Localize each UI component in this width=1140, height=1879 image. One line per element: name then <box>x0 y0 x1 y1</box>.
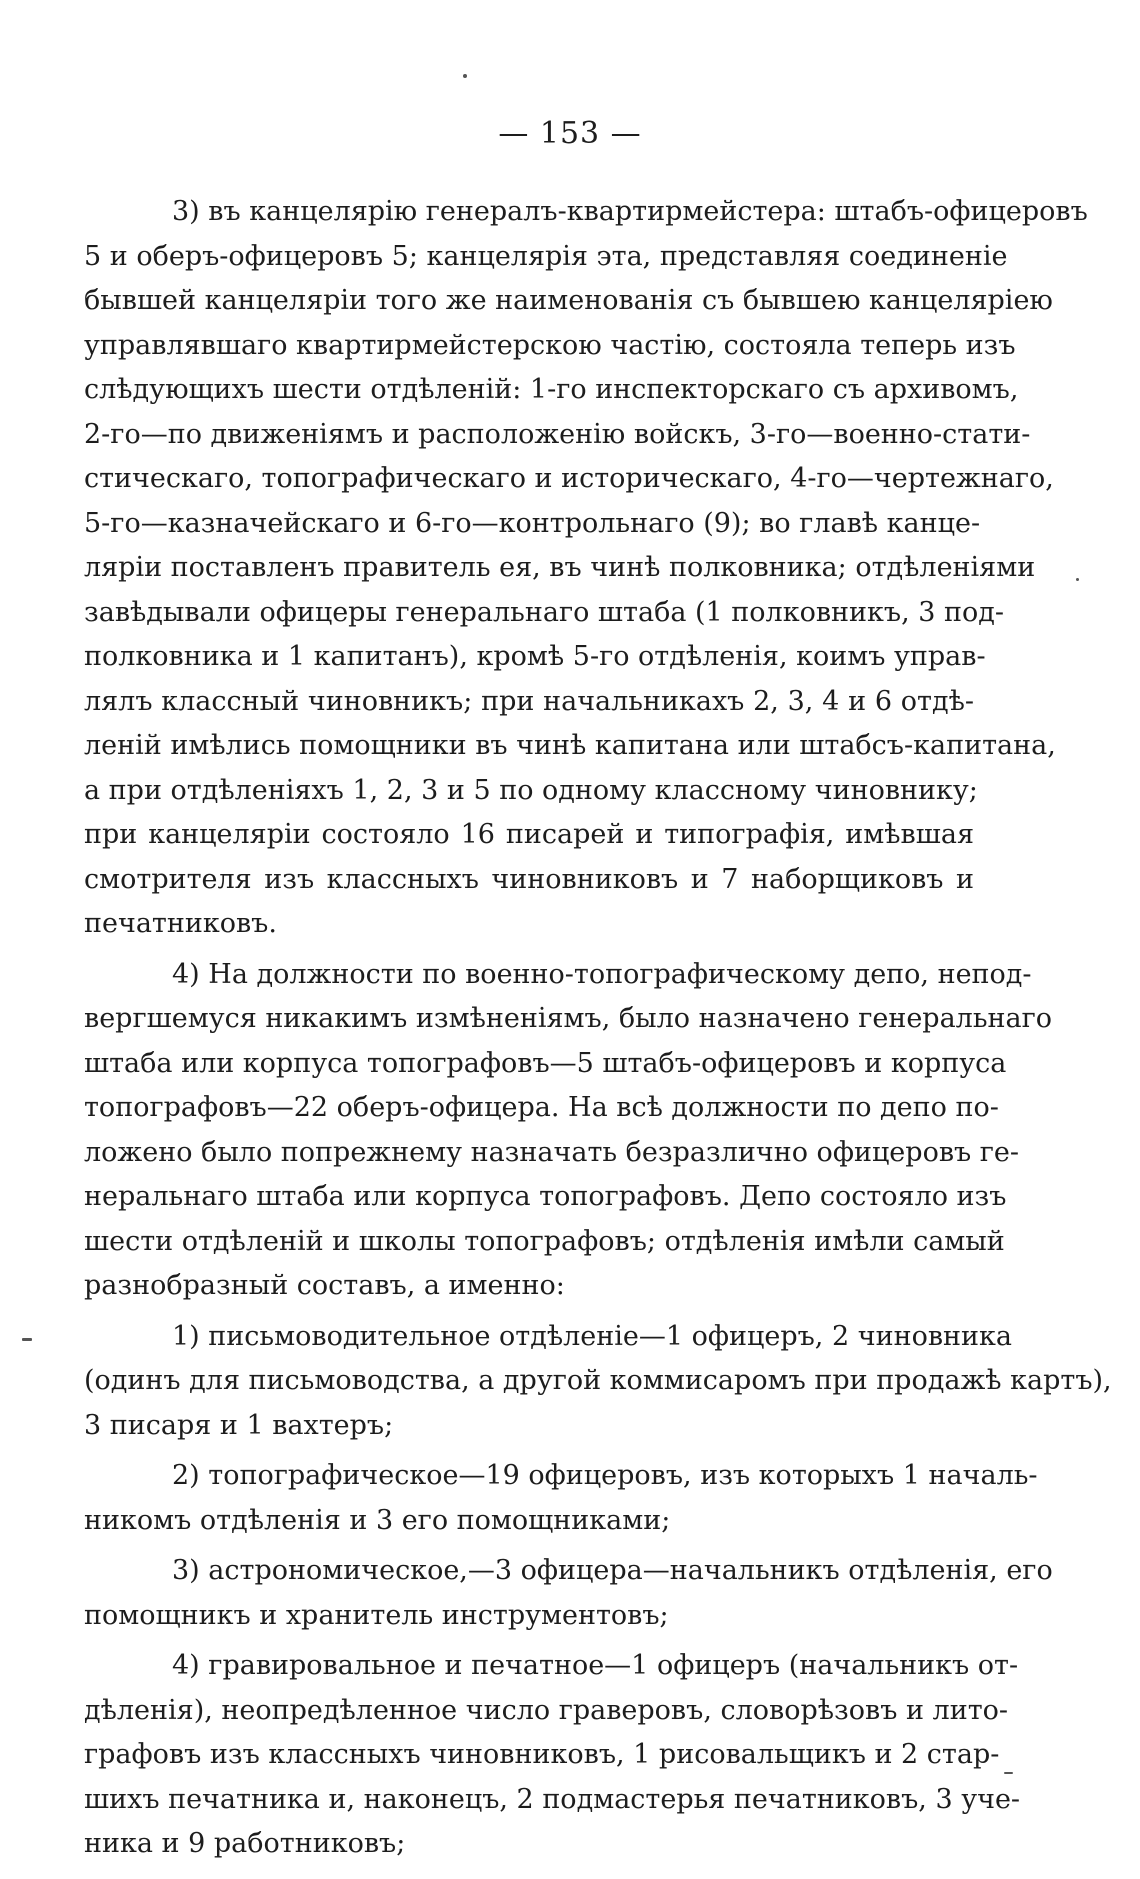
text-line: дѣленія), неопредѣленное число граверовъ, словорѣзовъ и лито- <box>84 1694 1009 1726</box>
paragraph-3 <box>84 190 1088 947</box>
text-line: полковника и 1 капитанъ), кромѣ 5-го отдѣленія, коимъ управ- <box>84 641 986 672</box>
page-text <box>84 190 1112 1867</box>
text-line: 4) На должности по военно-топографическому депо, непод- <box>172 958 1032 990</box>
page-number: — 153 — <box>498 116 642 151</box>
text-line: завѣдывали офицеры генеральнаго штаба (1 полковникъ, 3 под- <box>84 596 1005 628</box>
text-line: 3) астрономическое,—3 офицера—начальникъ отдѣленія, его <box>172 1555 1053 1586</box>
text-line: графовъ изъ классныхъ чиновниковъ, 1 рисовальщикъ и 2 стар- <box>84 1739 1000 1770</box>
text-line: разнобразный составъ, а именно: <box>84 1270 565 1301</box>
text-line: ляріи поставленъ правитель ея, въ чинѣ полковника; отдѣленіями <box>84 552 1036 583</box>
text-line: шихъ печатника и, наконецъ, 2 подмастерья печатниковъ, 3 уче- <box>84 1783 1021 1815</box>
text-line: слѣдующихъ шести отдѣленій: 1-го инспекторскаго съ архивомъ, <box>84 374 1019 405</box>
text-line: печатниковъ. <box>84 908 277 939</box>
list-item-2 <box>84 1454 1038 1543</box>
text-line: лялъ классный чиновникъ; при начальникахъ 2, 3, 4 и 6 отдѣ- <box>84 685 974 717</box>
text-line: 5 и оберъ-офицеровъ 5; канцелярія эта, представляя соединеніе <box>84 240 1008 272</box>
list-item-1 <box>84 1315 1112 1449</box>
text-line: штаба или корпуса топографовъ—5 штабъ-офицеровъ и корпуса <box>84 1047 1007 1079</box>
text-line: неральнаго штаба или корпуса топографовъ. Депо состояло изъ <box>84 1181 1007 1212</box>
text-line: стическаго, топографическаго и историческаго, 4-го—чертежнаго, <box>84 463 1054 494</box>
scan-speck <box>22 1338 32 1341</box>
text-line: а при отдѣленіяхъ 1, 2, 3 и 5 по одному классному чиновнику; <box>84 774 978 806</box>
text-line: (одинъ для письмоводства, а другой коммисаромъ при продажѣ картъ), <box>84 1365 1112 1396</box>
text-line: топографовъ—22 оберъ-офицера. На всѣ должности по депо по- <box>84 1092 999 1123</box>
scan-speck <box>1076 578 1079 581</box>
text-line: смотрителя изъ классныхъ чиновниковъ и 7 наборщиковъ и <box>84 863 974 895</box>
scan-speck <box>463 74 467 78</box>
text-line: 3) въ канцелярію генералъ-квартирмейстера: штабъ-офицеровъ <box>172 196 1088 227</box>
text-line: управлявшаго квартирмейстерскою частію, состояла теперь изъ <box>84 329 1016 361</box>
text-line: вергшемуся никакимъ измѣненіямъ, было назначено генеральнаго <box>84 1003 1053 1034</box>
list-item-3 <box>84 1549 1053 1638</box>
text-line: 4) гравировальное и печатное—1 офицеръ (начальникъ от- <box>172 1650 1019 1681</box>
scan-speck <box>1004 1772 1013 1774</box>
text-line: шести отдѣленій и школы топографовъ; отдѣленія имѣли самый <box>84 1225 1005 1257</box>
text-line: 1) письмоводительное отдѣленіе—1 офицеръ, 2 чиновника <box>172 1320 1012 1352</box>
paragraph-4 <box>84 953 1053 1309</box>
text-line: ложено было попрежнему назначать безразлично офицеровъ ге- <box>84 1136 1020 1168</box>
text-line: 2) топографическое—19 офицеровъ, изъ которыхъ 1 началь- <box>172 1460 1038 1491</box>
text-line: бывшей канцеляріи того же наименованія съ бывшею канцеляріею <box>84 285 1053 316</box>
text-line: никомъ отдѣленія и 3 его помощниками; <box>84 1504 671 1536</box>
text-line: при канцеляріи состояло 16 писарей и типографія, имѣвшая <box>84 819 974 850</box>
text-line: леній имѣлись помощники въ чинѣ капитана или штабсъ-капитана, <box>84 730 1056 761</box>
text-line: 3 писаря и 1 вахтеръ; <box>84 1409 394 1441</box>
text-line: ника и 9 работниковъ; <box>84 1828 406 1859</box>
text-line: помощникъ и хранитель инструментовъ; <box>84 1599 669 1631</box>
list-item-4 <box>84 1644 1021 1867</box>
text-line: 5-го—казначейскаго и 6-го—контрольнаго (9); во главѣ канце- <box>84 507 981 539</box>
text-line: 2-го—по движеніямъ и расположенію войскъ, 3-го—военно-стати- <box>84 418 1031 450</box>
